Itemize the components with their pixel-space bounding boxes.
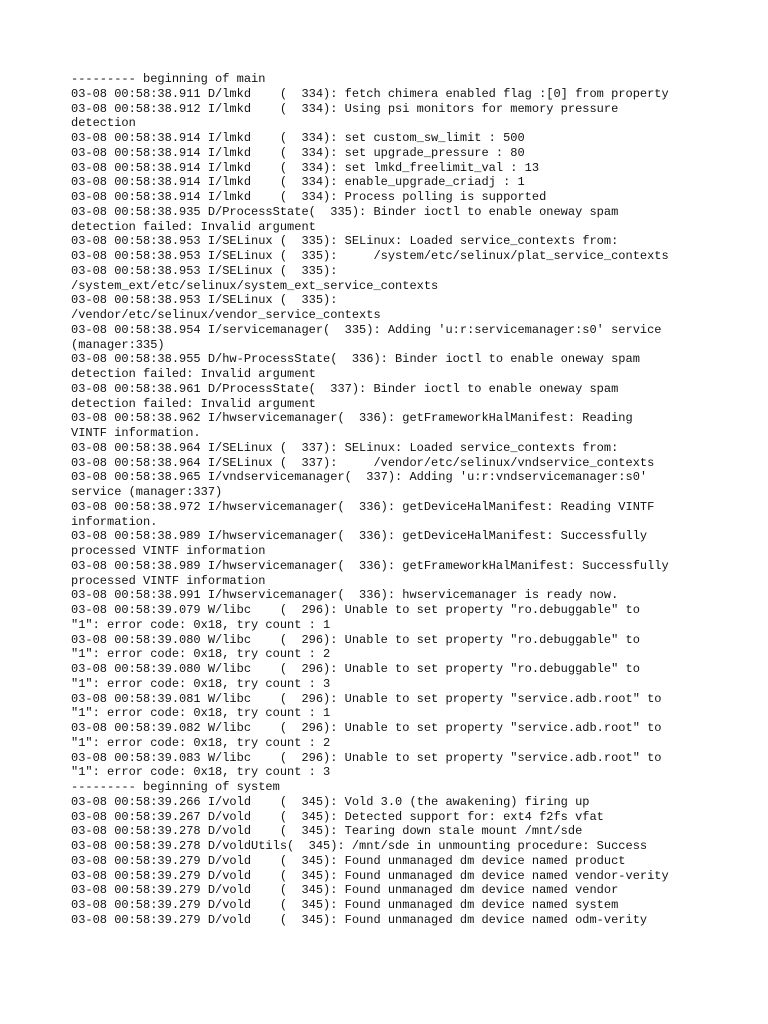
log-line: 03-08 00:58:38.991 I/hwservicemanager( 336): hwservicemanager is ready now. bbox=[71, 588, 619, 603]
log-line: 03-08 00:58:38.912 I/lmkd ( 334): Using psi monitors for memory pressure bbox=[71, 101, 619, 116]
log-line: detection failed: Invalid argument bbox=[71, 396, 316, 411]
log-line: /system_ext/etc/selinux/system_ext_service_contexts bbox=[71, 278, 439, 293]
log-line: processed VINTF information bbox=[71, 573, 266, 588]
log-line: "1": error code: 0x18, try count : 1 bbox=[71, 617, 331, 632]
log-line: 03-08 00:58:39.081 W/libc ( 296): Unable to set property "service.adb.root" to bbox=[71, 691, 662, 706]
log-line: 03-08 00:58:38.955 D/hw-ProcessState( 336): Binder ioctl to enable oneway spam bbox=[71, 352, 640, 367]
log-line: 03-08 00:58:38.964 I/SELinux ( 337): SELinux: Loaded service_contexts from: bbox=[71, 440, 619, 455]
log-line: 03-08 00:58:38.961 D/ProcessState( 337): Binder ioctl to enable oneway spam bbox=[71, 381, 619, 396]
log-line: 03-08 00:58:38.914 I/lmkd ( 334): set upgrade_pressure : 80 bbox=[71, 145, 525, 160]
log-line: --------- beginning of main bbox=[71, 72, 266, 86]
log-line: 03-08 00:58:38.954 I/servicemanager( 335): Adding 'u:r:servicemanager:s0' service bbox=[71, 322, 662, 337]
log-line: 03-08 00:58:38.914 I/lmkd ( 334): set lmkd_freelimit_val : 13 bbox=[71, 160, 540, 175]
log-line: 03-08 00:58:39.279 D/vold ( 345): Found unmanaged dm device named vendor-verity bbox=[71, 868, 669, 883]
log-line: 03-08 00:58:38.953 I/SELinux ( 335): bbox=[71, 293, 338, 308]
log-line: 03-08 00:58:38.953 I/SELinux ( 335): SELinux: Loaded service_contexts from: bbox=[71, 234, 619, 249]
log-line: 03-08 00:58:39.279 D/vold ( 345): Found unmanaged dm device named system bbox=[71, 898, 619, 912]
log-line: (manager:335) bbox=[71, 337, 165, 352]
log-line: 03-08 00:58:38.953 I/SELinux ( 335): bbox=[71, 263, 338, 278]
log-line: "1": error code: 0x18, try count : 3 bbox=[71, 676, 331, 691]
log-line: 03-08 00:58:39.279 D/vold ( 345): Found unmanaged dm device named vendor bbox=[71, 883, 619, 898]
log-line: service (manager:337) bbox=[71, 485, 223, 499]
log-line: 03-08 00:58:38.914 I/lmkd ( 334): Process polling is supported bbox=[71, 190, 547, 204]
log-line: 03-08 00:58:39.080 W/libc ( 296): Unable to set property "ro.debuggable" to bbox=[71, 632, 640, 647]
log-line: 03-08 00:58:39.080 W/libc ( 296): Unable to set property "ro.debuggable" to bbox=[71, 662, 640, 676]
log-line: 03-08 00:58:39.278 D/vold ( 345): Tearing down stale mount /mnt/sde bbox=[71, 824, 583, 839]
document-page bbox=[71, 72, 731, 928]
log-text bbox=[71, 72, 731, 928]
log-line: detection bbox=[71, 116, 136, 131]
log-line: 03-08 00:58:38.914 I/lmkd ( 334): enable_upgrade_criadj : 1 bbox=[71, 175, 525, 190]
log-line: 03-08 00:58:38.989 I/hwservicemanager( 336): getFrameworkHalManifest: Successfully bbox=[71, 558, 669, 573]
log-line: 03-08 00:58:38.965 I/vndservicemanager( 337): Adding 'u:r:vndservicemanager:s0' bbox=[71, 470, 648, 485]
log-line: --------- beginning of system bbox=[71, 780, 280, 794]
log-line: processed VINTF information bbox=[71, 544, 266, 558]
log-line: detection failed: Invalid argument bbox=[71, 219, 316, 234]
log-line: 03-08 00:58:39.266 I/vold ( 345): Vold 3.0 (the awakening) firing up bbox=[71, 794, 590, 809]
log-line: 03-08 00:58:38.964 I/SELinux ( 337): /vendor/etc/selinux/vndservice_contexts bbox=[71, 455, 655, 470]
log-line: 03-08 00:58:38.953 I/SELinux ( 335): /system/etc/selinux/plat_service_contexts bbox=[71, 249, 669, 263]
log-line: 03-08 00:58:39.279 D/vold ( 345): Found unmanaged dm device named product bbox=[71, 853, 626, 868]
log-line: "1": error code: 0x18, try count : 3 bbox=[71, 765, 331, 780]
log-line: information. bbox=[71, 514, 158, 529]
log-line: 03-08 00:58:38.989 I/hwservicemanager( 336): getDeviceHalManifest: Successfully bbox=[71, 529, 648, 544]
log-line: 03-08 00:58:38.962 I/hwservicemanager( 336): getFrameworkHalManifest: Reading bbox=[71, 411, 633, 426]
log-line: detection failed: Invalid argument bbox=[71, 367, 316, 381]
log-line: 03-08 00:58:39.279 D/vold ( 345): Found unmanaged dm device named odm-verity bbox=[71, 912, 648, 927]
log-line: 03-08 00:58:38.911 D/lmkd ( 334): fetch chimera enabled flag :[0] from property bbox=[71, 86, 669, 101]
log-line: 03-08 00:58:38.972 I/hwservicemanager( 336): getDeviceHalManifest: Reading VINTF bbox=[71, 499, 655, 514]
log-line: 03-08 00:58:38.914 I/lmkd ( 334): set custom_sw_limit : 500 bbox=[71, 131, 525, 145]
log-line: 03-08 00:58:39.079 W/libc ( 296): Unable to set property "ro.debuggable" to bbox=[71, 603, 640, 617]
log-line: 03-08 00:58:39.082 W/libc ( 296): Unable to set property "service.adb.root" to bbox=[71, 721, 662, 735]
log-line: 03-08 00:58:38.935 D/ProcessState( 335): Binder ioctl to enable oneway spam bbox=[71, 204, 619, 219]
log-line: 03-08 00:58:39.278 D/voldUtils( 345): /mnt/sde in unmounting procedure: Success bbox=[71, 839, 648, 853]
log-line: /vendor/etc/selinux/vendor_service_contexts bbox=[71, 308, 381, 322]
log-line: "1": error code: 0x18, try count : 1 bbox=[71, 706, 331, 721]
log-line: "1": error code: 0x18, try count : 2 bbox=[71, 647, 331, 662]
log-line: 03-08 00:58:39.083 W/libc ( 296): Unable to set property "service.adb.root" to bbox=[71, 750, 662, 765]
log-line: 03-08 00:58:39.267 D/vold ( 345): Detected support for: ext4 f2fs vfat bbox=[71, 809, 604, 824]
log-line: "1": error code: 0x18, try count : 2 bbox=[71, 735, 331, 750]
log-line: VINTF information. bbox=[71, 426, 201, 440]
